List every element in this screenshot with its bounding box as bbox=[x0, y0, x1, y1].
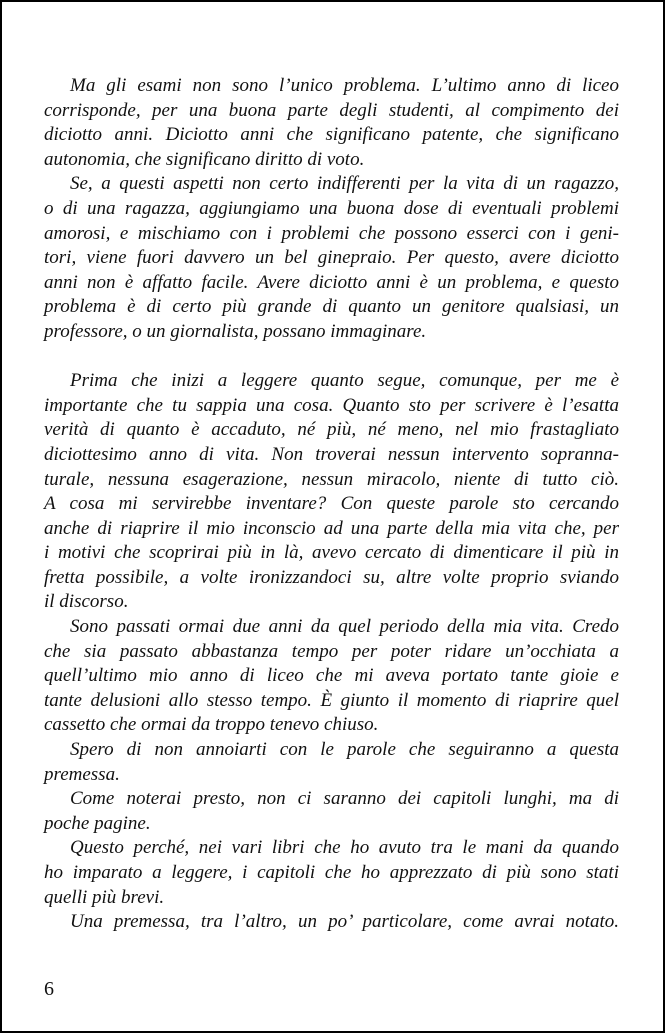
text-line: cassetto che ormai da troppo tenevo chiuso. bbox=[44, 714, 379, 736]
text-line: diciotto anni. Diciotto anni che significano patente, che significano bbox=[44, 124, 619, 146]
page-number: 6 bbox=[44, 978, 54, 1000]
text-line: problema è di certo più grande di quanto un genitore qualsiasi, un bbox=[44, 296, 619, 318]
text-line: quell’ultimo mio anno di liceo che mi aveva portato tante gioie e bbox=[44, 665, 619, 687]
text-line: premessa. bbox=[44, 763, 120, 785]
text-line: corrisponde, per una buona parte degli studenti, al compimento dei bbox=[44, 99, 619, 121]
text-line: amorosi, e mischiamo con i problemi che possono esserci con i geni- bbox=[44, 222, 619, 244]
text-line: anche di riaprire il mio inconscio ad una parte della mia vita che, per bbox=[44, 517, 619, 539]
text-line: ho imparato a leggere, i capitoli che ho apprezzato di più sono stati bbox=[44, 862, 619, 883]
text-line: anni non è affatto facile. Avere diciotto anni è un problema, e questo bbox=[44, 271, 619, 293]
text-line: Come noterai presto, non ci saranno dei capitoli lunghi, ma di bbox=[70, 788, 619, 810]
text-line: importante che tu sappia una cosa. Quanto sto per scrivere è l’esatta bbox=[44, 394, 619, 416]
text-line: turale, nessuna esagerazione, nessun miracolo, niente di tutto ciò. bbox=[44, 468, 619, 490]
text-line: fretta possibile, a volte ironizzandoci su, altre volte proprio sviando bbox=[44, 566, 619, 588]
text-line: professore, o un giornalista, possano immaginare. bbox=[44, 320, 427, 342]
text-line: Questo perché, nei vari libri che ho avuto tra le mani da quando bbox=[70, 837, 619, 859]
text-line: Ma gli esami non sono l’unico problema. L’ultimo anno di liceo bbox=[70, 75, 619, 96]
text-line: autonomia, che significano diritto di voto. bbox=[44, 148, 365, 170]
text-line: tori, viene fuori davvero un bel ginepraio. Per questo, avere diciotto bbox=[44, 247, 619, 269]
text-line: Prima che inizi a leggere quanto segue, comunque, per me è bbox=[70, 370, 619, 392]
text-line: tante delusioni allo stesso tempo. È giunto il momento di riaprire quel bbox=[44, 689, 619, 711]
text-line: quelli più brevi. bbox=[44, 886, 165, 908]
text-line: poche pagine. bbox=[44, 812, 151, 834]
text-line: A cosa mi servirebbe inventare? Con queste parole sto cercando bbox=[44, 493, 619, 515]
text-line: i motivi che scoprirai più in là, avevo cercato di dimenticare il più in bbox=[44, 542, 619, 564]
text-line: o di una ragazza, aggiungiamo una buona dose di eventuali problemi bbox=[44, 197, 619, 219]
text-line: che sia passato abbastanza tempo per poter ridare un’occhiata a bbox=[44, 640, 619, 662]
text-line: verità di quanto è accaduto, né più, né meno, nel mio frastagliato bbox=[44, 419, 619, 441]
text-line: il discorso. bbox=[44, 591, 129, 613]
body-text bbox=[44, 74, 619, 935]
text-line: Se, a questi aspetti non certo indifferenti per la vita di un ragazzo, bbox=[70, 173, 619, 195]
paragraph-gap bbox=[44, 345, 619, 370]
text-line: diciottesimo anno di vita. Non troverai nessun intervento sopranna- bbox=[44, 443, 619, 465]
text-line: Spero di non annoiarti con le parole che seguiranno a questa bbox=[70, 739, 619, 761]
text-line: Sono passati ormai due anni da quel periodo della mia vita. Credo bbox=[70, 616, 619, 638]
text-line: Una premessa, tra l’altro, un po’ particolare, come avrai notato. bbox=[70, 911, 619, 933]
